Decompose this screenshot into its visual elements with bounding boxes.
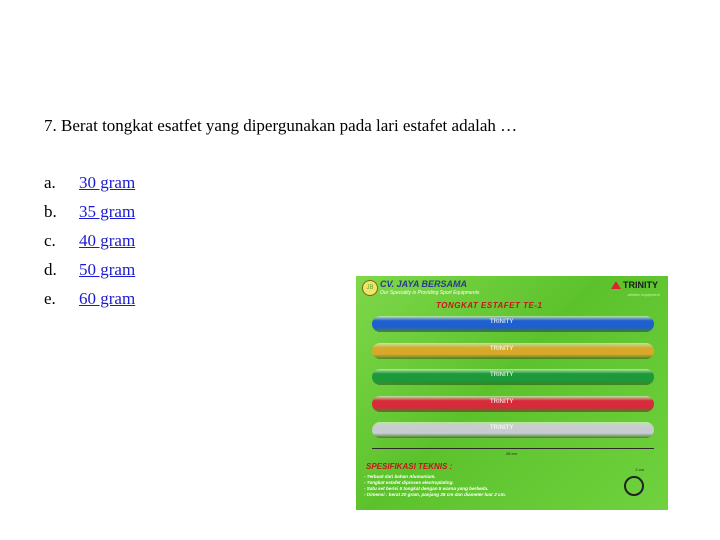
spec-title: SPESIFIKASI TEKNIS : — [366, 462, 453, 471]
option-letter: b. — [44, 202, 57, 221]
option-letter: e. — [44, 289, 56, 308]
baton-5 — [372, 422, 654, 438]
option-e — [44, 289, 135, 318]
option-letter: c. — [44, 231, 56, 250]
diameter-label: 2 cm — [635, 467, 644, 472]
option-d-link[interactable]: 50 gram — [79, 260, 136, 279]
dimension-line — [372, 448, 654, 449]
spec-line: - Terbuat dari bahan Alumunium. — [364, 474, 436, 479]
option-a-link[interactable]: 30 gram — [79, 173, 136, 192]
baton-label: TRINITY — [490, 319, 514, 325]
brand-triangle-icon — [611, 281, 621, 289]
brand-name — [611, 280, 658, 290]
baton-label: TRINITY — [490, 398, 514, 405]
brand-text: TRINITY — [623, 280, 658, 290]
baton-3 — [372, 369, 654, 385]
spec-list — [364, 474, 506, 498]
answer-options — [44, 173, 135, 318]
baton-label: TRINITY — [490, 345, 514, 352]
option-d — [44, 260, 135, 289]
diameter-ring-icon — [624, 476, 644, 496]
option-c-link[interactable]: 40 gram — [79, 231, 136, 250]
question-body: Berat tongkat esatfet yang dipergunakan pada lari estafet adalah … — [61, 116, 518, 135]
dimension-label: 28 cm — [506, 451, 517, 456]
option-e-link[interactable]: 60 gram — [79, 289, 136, 308]
product-title: TONGKAT ESTAFET TE-1 — [436, 301, 543, 310]
brand-subtitle: athletic equipment — [627, 292, 660, 297]
question-text — [44, 116, 517, 136]
spec-line: - Tongkat estafet diproses electroplating. — [364, 480, 454, 485]
baton-label: TRINITY — [490, 372, 514, 378]
question-number: 7. — [44, 116, 57, 135]
relay-baton-product-image — [356, 276, 668, 510]
spec-line: - Satu set berisi 5 tongkat dengan 5 warna yang berbeda. — [364, 486, 489, 491]
company-name: CV. JAYA BERSAMA — [380, 279, 468, 289]
option-c — [44, 231, 135, 260]
option-letter: d. — [44, 260, 57, 279]
company-logo-icon: JB — [362, 280, 378, 296]
spec-line: - Dimensi : berat 20 gram, panjang 28 cm dan diameter luar 2 cm. — [364, 492, 506, 497]
option-letter: a. — [44, 173, 56, 192]
baton-2 — [372, 343, 654, 359]
option-b-link[interactable]: 35 gram — [79, 202, 136, 221]
baton-label: TRINITY — [490, 425, 514, 431]
option-b — [44, 202, 135, 231]
option-a — [44, 173, 135, 202]
company-tagline: Our Speciality is Providing Sport Equipments — [380, 290, 480, 296]
baton-4 — [372, 396, 654, 412]
baton-1 — [372, 316, 654, 332]
